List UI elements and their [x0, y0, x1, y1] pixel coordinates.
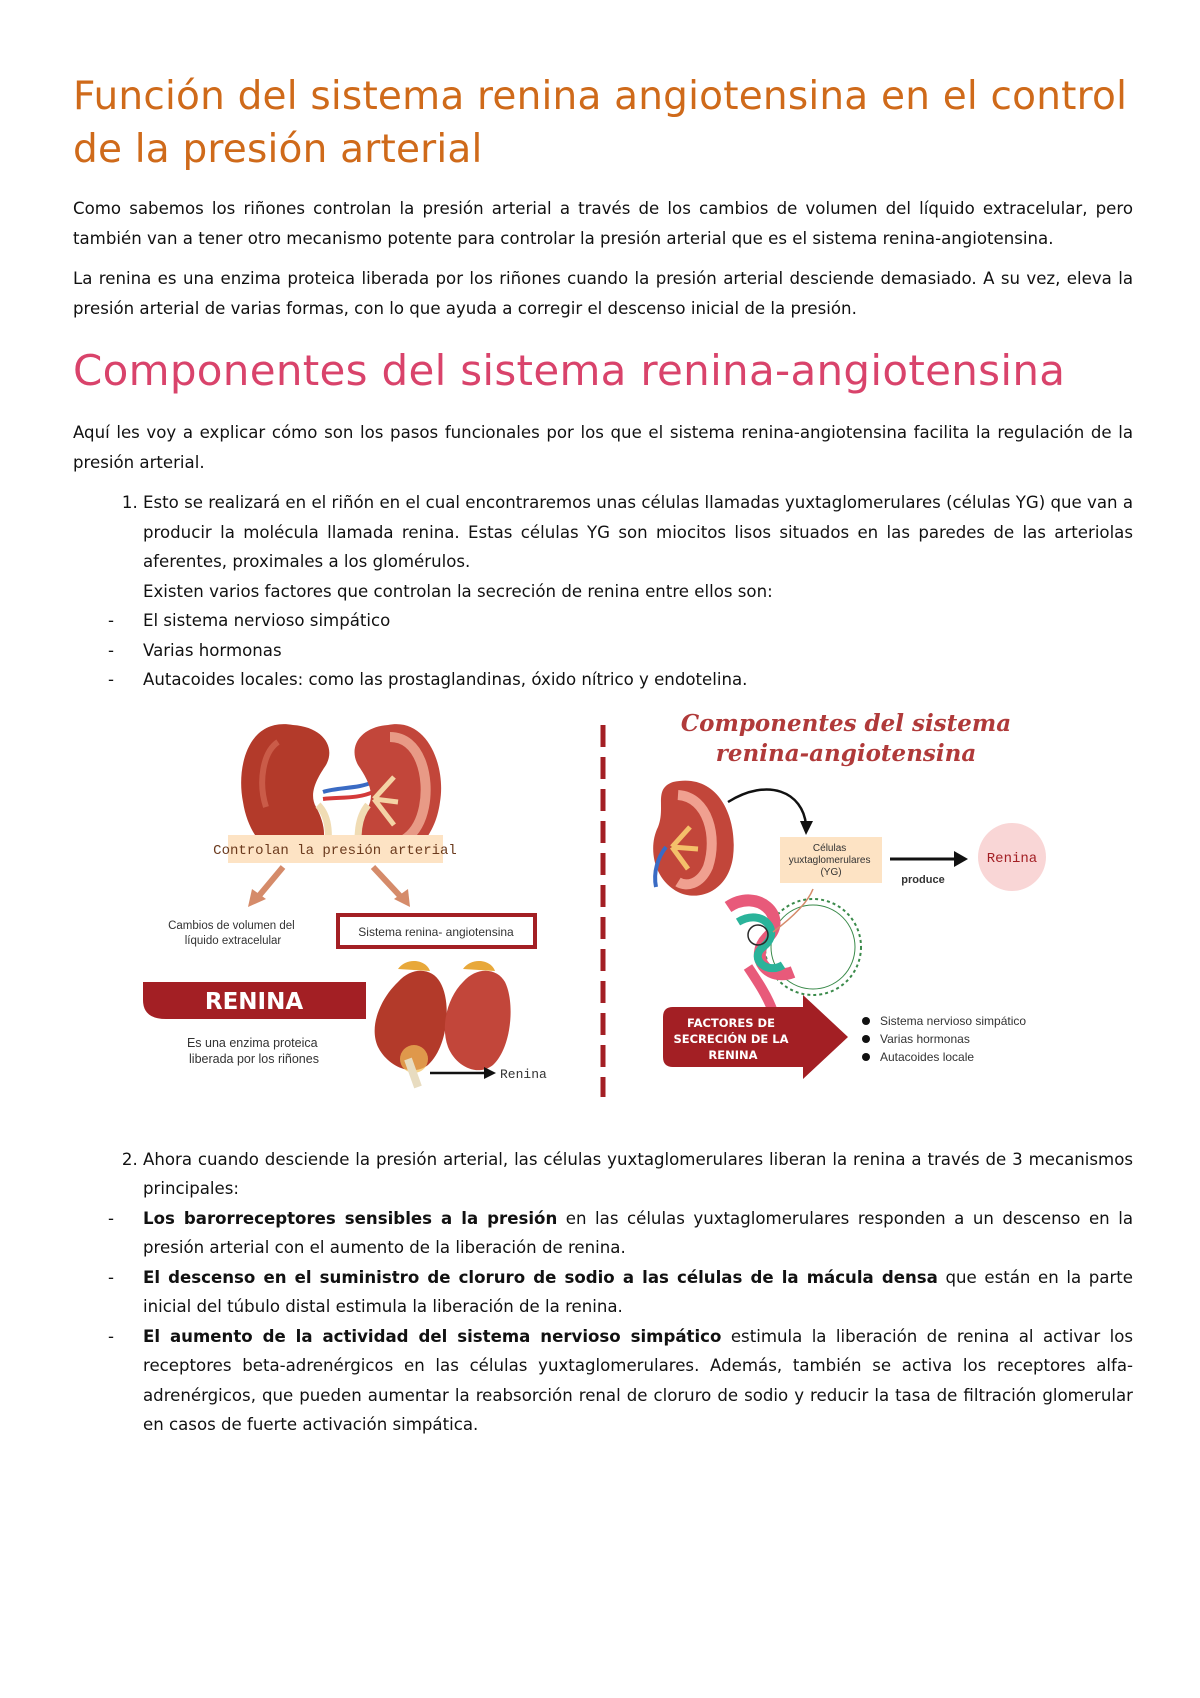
document-page	[73, 70, 1133, 1440]
bullet-icon	[862, 1053, 870, 1061]
steps-list-continued	[73, 1145, 1133, 1440]
branch-left-text: Cambios de volumen del líquido extracelular	[168, 919, 295, 947]
step-2	[143, 1145, 1133, 1440]
renina-arrow-label: Renina	[500, 1066, 547, 1082]
main-heading: Función del sistema renina angiotensina en el control de la presión arterial	[73, 74, 1128, 172]
paragraph-1: Como sabemos los riñones controlan la presión arterial a través de los cambios de volumen del líquido extracelular, pero también van a tener otro mecanismo potente para controlar la presión arterial que es el sistema renina-angiotensina.	[73, 199, 1133, 248]
renina-desc: Es una enzima proteica liberada por los riñones	[186, 1035, 319, 1066]
renina-arrow-head	[484, 1067, 496, 1079]
factor-item: - Varias hormonas	[68, 636, 1133, 666]
paragraph-3: Aquí les voy a explicar cómo son los pasos funcionales por los que el sistema renina-angiotensina facilita la regulación de la presión arterial.	[73, 423, 1133, 472]
renina-bubble-label: Renina	[986, 850, 1038, 867]
branch-right-label: Sistema renina- angiotensina	[358, 924, 514, 939]
right-title-line2: renina-angiotensina	[715, 739, 977, 767]
factors-list	[143, 606, 1133, 695]
factors-box-label: FACTORES DE SECRECIÓN DE LA RENINA	[673, 1015, 789, 1062]
cells-label: Células yuxtaglomerulares (YG)	[788, 842, 871, 878]
factor-item: - Autacoides locales: como las prostaglandinas, óxido nítrico y endotelina.	[68, 665, 1133, 695]
arrow-right	[373, 867, 401, 897]
mechanism-bold: Los barorreceptores sensibles a la presión	[143, 1208, 558, 1228]
paragraph-2: La renina es una enzima proteica liberada por los riñones cuando la presión arterial desciende demasiado. A su vez, eleva la presión arterial de varias formas, con lo que ayuda a corregir el descenso inicial de la presión.	[73, 269, 1133, 318]
mechanism-item	[68, 1204, 1133, 1263]
mechanism-bold: El descenso en el suministro de cloruro de sodio a las células de la mácula densa	[143, 1267, 938, 1287]
adrenal-kidneys-illustration	[375, 960, 511, 1086]
mechanism-text: que están en la parte inicial del túbulo distal estimula la liberación de la renina.	[143, 1267, 1133, 1316]
step-1-factors-intro: Existen varios factores que controlan la secreción de renina entre ellos son:	[143, 581, 773, 601]
step-2-intro: Ahora cuando desciende la presión arterial, las células yuxtaglomerulares liberan la renina a través de 3 mecanismos principales:	[143, 1149, 1133, 1198]
factor-item: - El sistema nervioso simpático	[68, 606, 1133, 636]
arrow-left	[258, 867, 283, 897]
bullet-icon	[862, 1017, 870, 1025]
curved-arrow-head	[800, 821, 813, 835]
control-label: Controlan la presión arterial	[213, 842, 457, 859]
renin-infographic	[68, 707, 1128, 1127]
produce-arrow-head	[954, 851, 968, 867]
right-title-line1: Componentes del sistema	[680, 709, 1012, 737]
mechanism-bold: El aumento de la actividad del sistema nervioso simpático	[143, 1326, 722, 1346]
infographic-svg	[68, 707, 1128, 1127]
mechanisms-list	[143, 1204, 1133, 1440]
step-1-text: Esto se realizará en el riñón en el cual encontraremos unas células llamadas yuxtaglomerulares (células YG) que van a producir la molécula llamada renina. Estas células YG son miocitos lisos situados en las paredes de las arteriolas aferentes, proximales a los glomérulos.	[143, 493, 1133, 571]
glomerulus-illustration	[728, 899, 861, 1012]
right-factor-2: Varias hormonas	[880, 1031, 970, 1046]
produce-label: produce	[901, 873, 945, 886]
renina-title: RENINA	[204, 988, 304, 1015]
right-factor-3: Autacoides locale	[880, 1049, 975, 1064]
bullet-icon	[862, 1035, 870, 1043]
kidney-section-right	[653, 780, 734, 895]
right-factor-1: Sistema nervioso simpático	[880, 1013, 1027, 1028]
curved-arrow	[728, 789, 806, 824]
mechanism-item	[68, 1263, 1133, 1322]
section-heading: Componentes del sistema renina-angiotensina	[73, 346, 1066, 395]
step-1	[143, 488, 1133, 695]
steps-list	[73, 488, 1133, 695]
mechanism-text: estimula la liberación de renina al activar los receptores beta-adrenérgicos en las células yuxtaglomerulares. Además, también se activa los receptores alfa-adrenérgicos, que pueden aumentar la reabsorción renal de cloruro de sodio y reducir la tasa de filtración glomerular en casos de fuerte activación simpática.	[143, 1326, 1133, 1434]
mechanism-text: en las células yuxtaglomerulares responden a un descenso en la presión arterial con el aumento de la liberación de renina.	[143, 1208, 1133, 1257]
mechanism-item	[68, 1322, 1133, 1440]
